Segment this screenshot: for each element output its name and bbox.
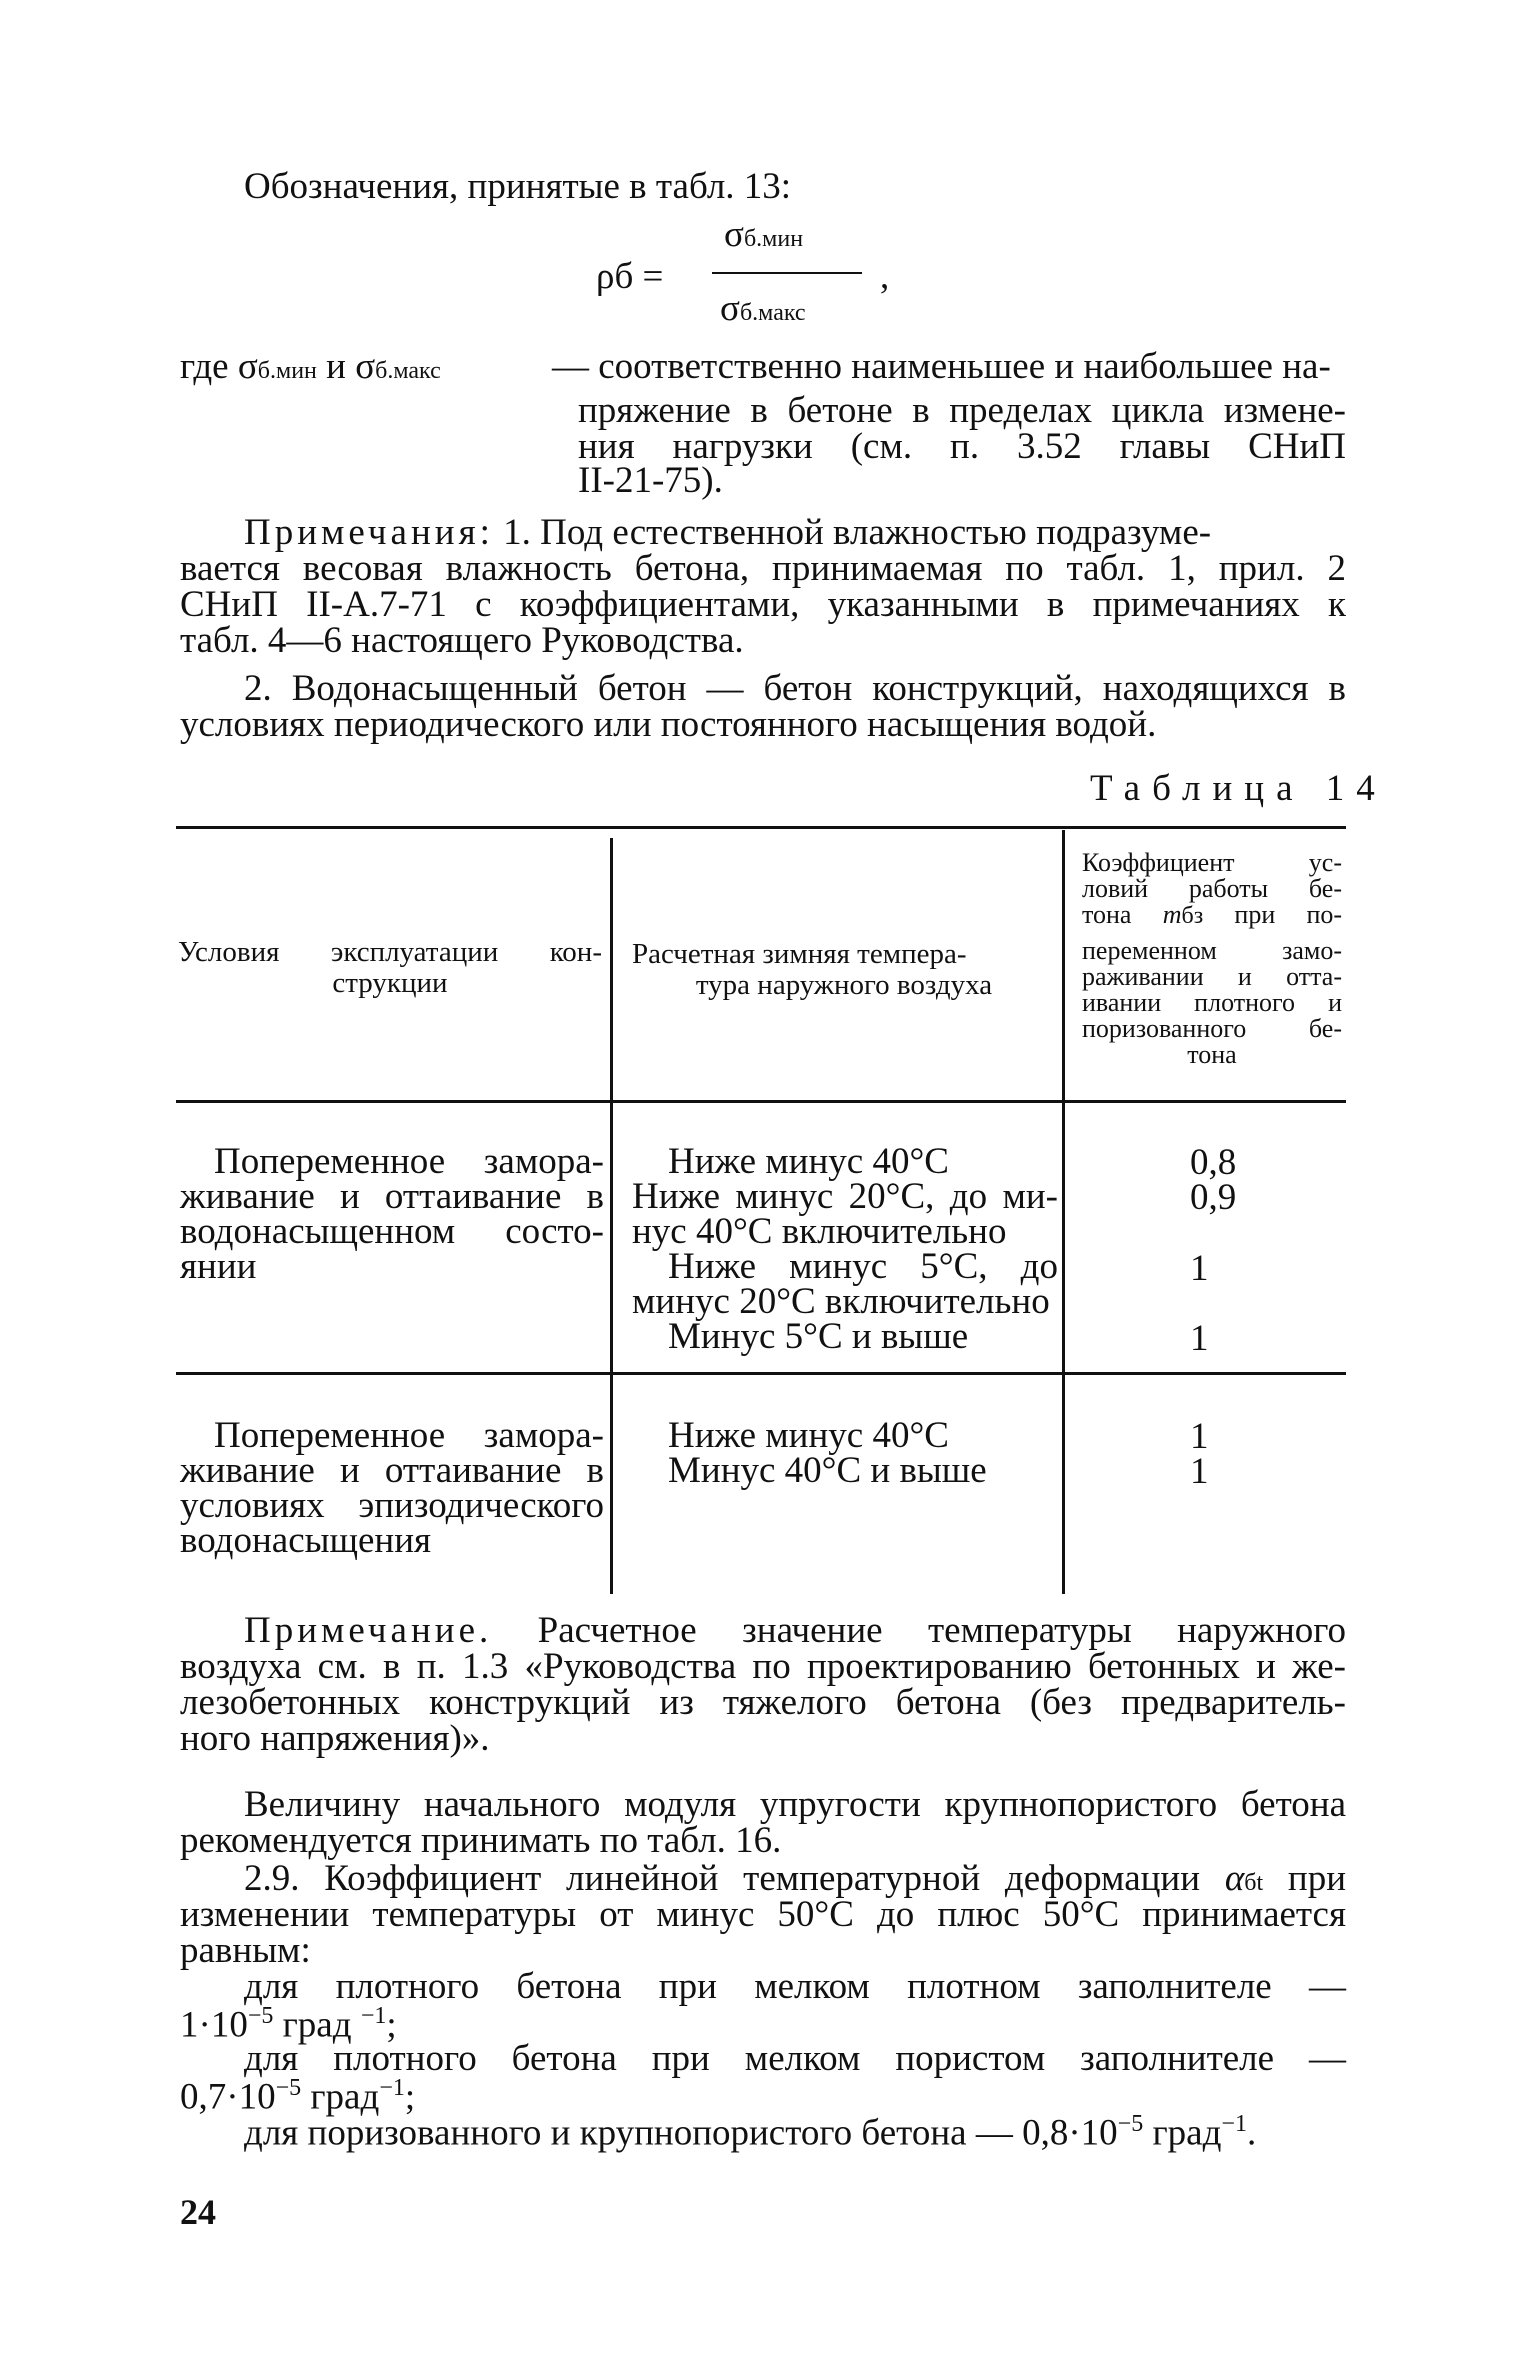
header-col2: Расчетная зимняя темпера- тура наружного воздуха [632, 938, 993, 1001]
para1-line-2: рекомендуется принимать по табл. 16. [180, 1820, 782, 1861]
table-top-rule [176, 826, 1346, 829]
table-col-divider-2 [1062, 830, 1065, 1594]
header-col3: Коэффициент ус- ловий работы бе- тона mбз при по- переменном замо- раживании и отта- ивании плотного и поризованного бе- тона [1082, 848, 1343, 1069]
group1-coef-1: 0,8 [1190, 1142, 1237, 1183]
group1-coef-3: 1 [1190, 1248, 1209, 1289]
where-symbols: где σб.мин и σб.макс [180, 346, 441, 387]
where-line-2: пряжение в бетоне в пределах цикла измене- [578, 390, 1346, 431]
formula-denominator: σб.макс [720, 288, 806, 329]
notes-line-3: СНиП II-А.7-71 с коэффициентами, указанными в примечаниях к [180, 584, 1346, 625]
note-after-line-2: воздуха см. в п. 1.3 «Руководства по проектированию бетонных и же- [180, 1646, 1346, 1687]
notes-line-1: Примечания: 1. Под естественной влажностью подразуме- [244, 512, 1212, 553]
para2-item-1-value: $1\cdot 10^{-5}$ град $^{-1}$; [180, 2003, 397, 2046]
para2-last: для поризованного и крупнопористого бетона — $0,8\cdot 10^{-5}$ град$^{-1}$. [244, 2111, 1257, 2154]
para2-item-1-text: для плотного бетона при мелком плотном заполнителе — [244, 1966, 1346, 2007]
group2-condition: Попеременное замора- живание и оттаивание в условиях эпизодического водонасыщения [180, 1415, 604, 1561]
fraction-bar [712, 272, 862, 274]
intro-text: Обозначения, принятые в табл. 13: [244, 166, 792, 207]
notes-line-2: вается весовая влажность бетона, принимаемая по табл. 1, прил. 2 [180, 548, 1346, 589]
formula-lhs: ρб = [596, 256, 664, 297]
formula-comma: , [880, 256, 890, 297]
notes-line-4: табл. 4—6 настоящего Руководства. [180, 620, 744, 661]
table-col-divider-1 [610, 838, 613, 1594]
para2-item-2-value: $0,7\cdot 10^{-5}$ град$^{-1}$; [180, 2075, 416, 2118]
table-group-rule [176, 1372, 1346, 1375]
para1-line-1: Величину начального модуля упругости крупнопористого бетона [244, 1784, 1346, 1825]
where-line-3: ния нагрузки (см. п. 3.52 главы СНиП [578, 426, 1346, 467]
group1-coef-2: 0,9 [1190, 1177, 1237, 1218]
note-after-line-1: Примечание. Расчетное значение температуры наружного [244, 1610, 1346, 1651]
where-line-4: II-21-75). [578, 460, 723, 501]
note-after-line-3: лезобетонных конструкций из тяжелого бетона (без предваритель- [180, 1682, 1346, 1723]
group1-coef-4: 1 [1190, 1318, 1209, 1359]
formula-numerator: σб.мин [724, 214, 804, 255]
where-line-1: — соответственно наименьшее и наибольшее на- [552, 346, 1331, 387]
para2-line-2: изменении температуры от минус 50°С до плюс 50°С принимается [180, 1894, 1346, 1935]
notes-line-5: 2. Водонасыщенный бетон — бетон конструкций, находящихся в [244, 668, 1346, 709]
group2-temps: Ниже минус 40°С Минус 40°С и выше [668, 1415, 987, 1491]
group2-coef-1: 1 [1190, 1416, 1209, 1457]
group1-condition: Попеременное замора- живание и оттаивание в водонасыщенном состо- янии [180, 1141, 604, 1287]
page-number: 24 [180, 2192, 216, 2232]
table-caption: Таблица 14 [1090, 768, 1387, 809]
para2-item-2-text: для плотного бетона при мелком пористом заполнителе — [244, 2038, 1346, 2079]
para2-line-1: 2.9. Коэффициент линейной температурной деформации αбt при [244, 1858, 1347, 1899]
note-after-line-4: ного напряжения)». [180, 1718, 490, 1759]
table-header-rule [176, 1100, 1346, 1103]
group1-temps: Ниже минус 40°С Ниже минус 20°С, до ми- нус 40°С включительно Ниже минус 5°С, до минус 20°С включительно Минус 5°С и выше [632, 1141, 1058, 1357]
notes-line-6: условиях периодического или постоянного насыщения водой. [180, 704, 1157, 745]
group2-coef-2: 1 [1190, 1451, 1209, 1492]
para2-line-3: равным: [180, 1930, 311, 1971]
header-col1: Условия эксплуатации кон- струкции [178, 936, 602, 999]
